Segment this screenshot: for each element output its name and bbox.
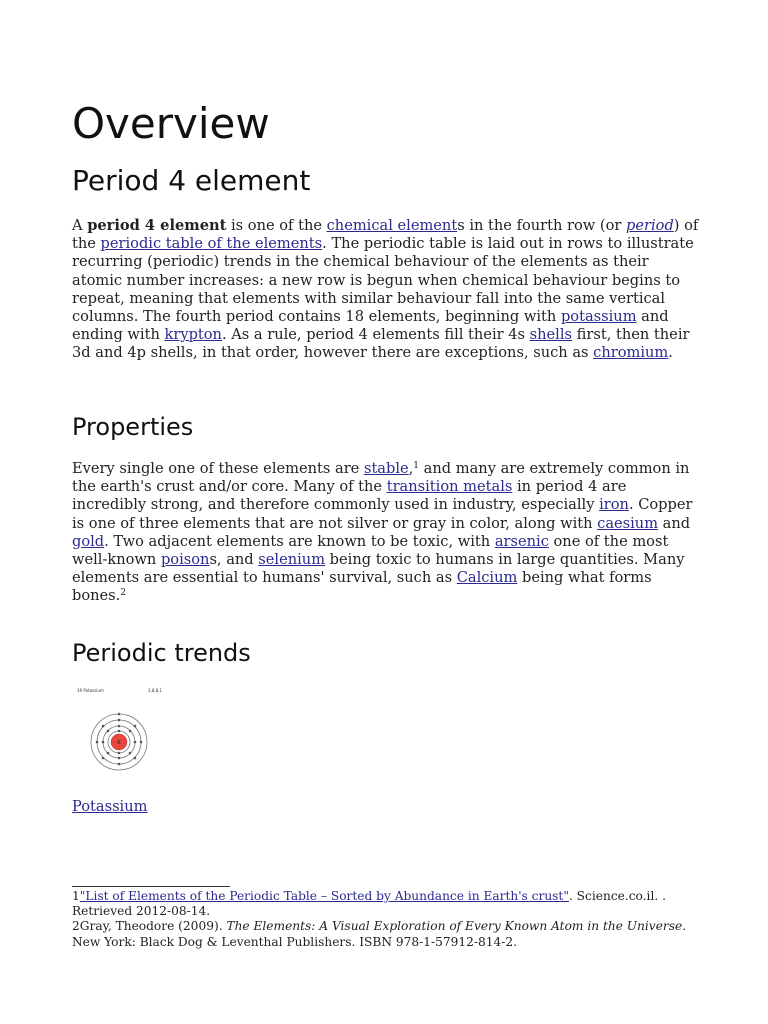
section-title-periodic-trends: Periodic trends [72, 639, 251, 667]
diagram-label-element: 19 Potassium [77, 688, 104, 693]
text: A [72, 217, 88, 234]
link-gold[interactable]: gold [72, 532, 105, 550]
text: s, and [209, 551, 259, 569]
link-footnote-source-1[interactable]: "List of Elements of the Periodic Table – Sorted by Abundance in Earth's crust" [79, 889, 569, 903]
link-potassium[interactable]: potassium [560, 308, 637, 326]
link-poisons[interactable]: poison [160, 551, 210, 569]
link-periodic-table[interactable]: periodic table of the elements [100, 235, 323, 253]
link-period[interactable]: period [626, 217, 674, 234]
text: . [668, 344, 673, 362]
text: one of the most well-known [72, 532, 669, 569]
text: . Copper is one of three elements that are not silver or gray in color, along with [72, 496, 693, 532]
text: , [408, 460, 414, 477]
link-caesium[interactable]: caesium [597, 514, 659, 532]
text: being toxic to humans in large quantities. Many elements are essential to humans' survival, such as [72, 551, 685, 587]
footnote-2 [72, 919, 702, 949]
footnotes [72, 889, 702, 950]
potassium-electron-shell-diagram [72, 686, 172, 776]
text: Every single one of these elements are [72, 460, 364, 477]
text: and [658, 514, 691, 532]
text: . Two adjacent elements are known to be toxic, with [104, 532, 495, 550]
link-stable[interactable]: stable [363, 460, 409, 477]
text: s in the fourth row (or [457, 217, 627, 234]
footnote-text: . New York: Black Dog & Leventhal Publishers. ISBN 978-1-57912-814-2. [72, 919, 687, 949]
bold-term: period 4 element [87, 217, 227, 234]
page-title: Overview [72, 99, 270, 148]
text: ) of the [72, 217, 699, 253]
link-transition-metals[interactable]: transition metals [386, 478, 513, 496]
footnote-number: 1 [72, 889, 80, 903]
text: and many are extremely common in the earth's crust and/or core. Many of the [72, 460, 690, 496]
text: being what forms bones. [72, 569, 652, 605]
link-potassium-caption[interactable]: Potassium [72, 798, 148, 815]
nucleus-symbol: K [117, 740, 121, 746]
link-chemical-elements[interactable]: chemical element [326, 217, 458, 234]
link-chromium[interactable]: chromium [593, 344, 669, 362]
footnote-ref-1[interactable]: 1 [413, 461, 420, 471]
intro-paragraph [72, 217, 702, 363]
footnote-text: . Science.co.il. . Retrieved 2012-08-14. [72, 889, 666, 919]
section-title-properties: Properties [72, 413, 194, 441]
link-arsenic[interactable]: arsenic [494, 532, 549, 550]
link-krypton[interactable]: krypton [164, 326, 222, 344]
footnote-text: 2Gray, Theodore (2009). [72, 919, 227, 934]
link-calcium[interactable]: Calcium [456, 569, 518, 587]
footnote-book-title: The Elements: A Visual Exploration of Every Known Atom in the Universe [226, 919, 683, 934]
footnote-1 [72, 889, 702, 919]
link-iron[interactable]: iron [599, 496, 629, 514]
text: and ending with [72, 308, 669, 344]
footnote-ref-2[interactable]: 2 [120, 588, 127, 599]
text: first, then their 3d and 4p shells, in that order, however there are exceptions, such as [72, 326, 690, 362]
text: is one of the [226, 217, 327, 234]
text: . As a rule, period 4 elements fill their 4s [221, 326, 530, 344]
text: . The periodic table is laid out in rows to illustrate recurring (periodic) trends in the chemical behaviour of the elements as their atomic number increases: a new row is begun when chemical behaviour begins to repeat, meaning that elements with similar behaviour fall into the same vertical columns. The fourth period contains 18 elements, beginning with [72, 235, 694, 326]
properties-paragraph [72, 460, 702, 606]
text: in period 4 are incredibly strong, and therefore commonly used in industry, especially [72, 478, 627, 514]
link-shells[interactable]: shells [529, 326, 572, 344]
diagram-label-config: 2,8,8,1 [148, 688, 162, 693]
section-title-period-4: Period 4 element [72, 164, 311, 197]
footnote-divider [72, 886, 230, 887]
link-selenium[interactable]: selenium [258, 551, 326, 569]
